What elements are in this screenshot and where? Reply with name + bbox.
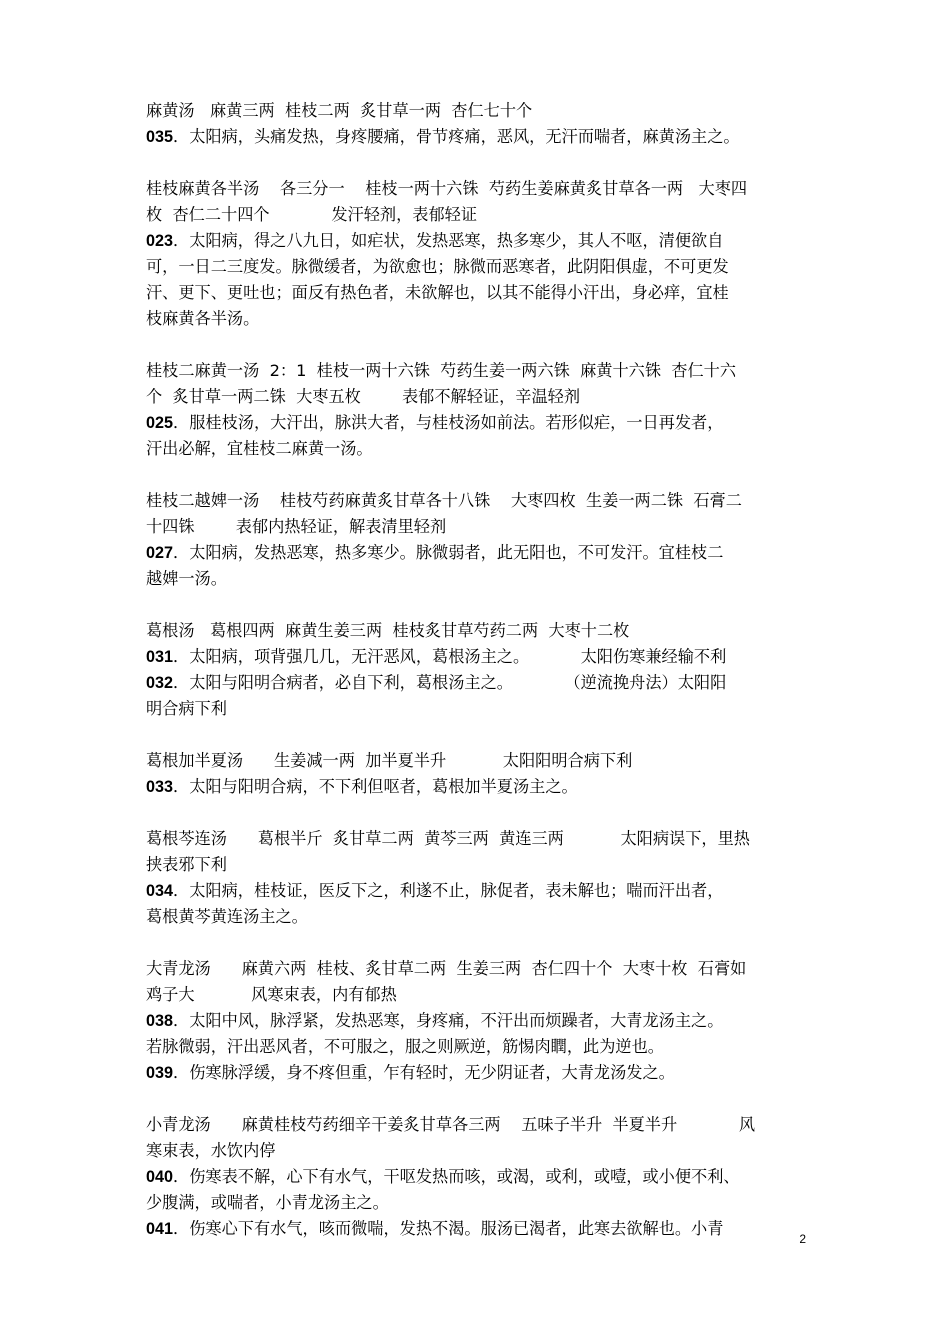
- text-line: 枚 杏仁二十四个 发汗轻剂，表郁轻证: [146, 205, 478, 224]
- text-line: 033．太阳与阳明合病，不下利但呕者，葛根加半夏汤主之。: [146, 777, 578, 796]
- clause-number: 027: [146, 544, 174, 562]
- text-line: 大青龙汤 麻黄六两 桂枝、炙甘草二两 生姜三两 杏仁四十个 大枣十枚 石膏如: [146, 959, 747, 978]
- text-line: 039．伤寒脉浮缓，身不疼但重，乍有轻时，无少阴证者，大青龙汤发之。: [146, 1063, 675, 1082]
- text-line: 麻黄汤 麻黄三两 桂枝二两 炙甘草一两 杏仁七十个: [146, 101, 533, 120]
- text-line: 鸡子大 风寒束表，内有郁热: [146, 985, 397, 1004]
- clause-number: 035: [146, 128, 174, 146]
- text-block: [146, 98, 814, 150]
- text-column: [146, 98, 814, 1268]
- text-block: [146, 956, 814, 1086]
- text-line: 枝麻黄各半汤。: [146, 309, 260, 328]
- text-line: 023．太阳病，得之八九日，如疟状，发热恶寒，热多寒少，其人不呕，清便欲自: [146, 231, 724, 250]
- text-line: 明合病下利: [146, 699, 227, 718]
- text-line: 个 炙甘草一两二铢 大枣五枚 表郁不解轻证，辛温轻剂: [146, 387, 581, 406]
- clause-number: 032: [146, 674, 174, 692]
- text-line: 025．服桂枝汤，大汗出，脉洪大者，与桂枝汤如前法。若形似疟，一日再发者，: [146, 413, 724, 432]
- text-line: 034．太阳病，桂枝证，医反下之，利遂不止，脉促者，表未解也；喘而汗出者，: [146, 881, 724, 900]
- text-line: 可，一日二三度发。脉微缓者，为欲愈也；脉微而恶寒者，此阴阳俱虚，不可更发: [146, 257, 729, 276]
- text-line: 葛根加半夏汤 生姜减一两 加半夏半升 太阳阳明合病下利: [146, 751, 633, 770]
- text-line: 小青龙汤 麻黄桂枝芍药细辛干姜炙甘草各三两 五味子半升 半夏半升 风: [146, 1115, 756, 1134]
- text-line: 寒束表，水饮内停: [146, 1141, 276, 1160]
- clause-number: 031: [146, 648, 174, 666]
- text-line: 027．太阳病，发热恶寒，热多寒少。脉微弱者，此无阳也，不可发汗。宜桂枝二: [146, 543, 724, 562]
- text-line: 越婢一汤。: [146, 569, 227, 588]
- clause-number: 033: [146, 778, 174, 796]
- text-block: [146, 826, 814, 930]
- text-line: 035．太阳病，头痛发热，身疼腰痛，骨节疼痛，恶风，无汗而喘者，麻黄汤主之。: [146, 127, 740, 146]
- clause-number: 038: [146, 1012, 174, 1030]
- text-line: 十四铢 表郁内热轻证，解表清里轻剂: [146, 517, 447, 536]
- clause-number: 025: [146, 414, 174, 432]
- text-block: [146, 488, 814, 592]
- text-block: [146, 358, 814, 462]
- clause-number: 023: [146, 232, 174, 250]
- text-line: 葛根芩连汤 葛根半斤 炙甘草二两 黄芩三两 黄连三两 太阳病误下，里热: [146, 829, 750, 848]
- clause-number: 034: [146, 882, 174, 900]
- text-line: 少腹满，或喘者，小青龙汤主之。: [146, 1193, 389, 1212]
- text-line: 挟表邪下利: [146, 855, 227, 874]
- text-line: 040．伤寒表不解，心下有水气，干呕发热而咳，或渴，或利，或噎，或小便不利、: [146, 1167, 740, 1186]
- text-line: 032．太阳与阳明合病者，必自下利，葛根汤主之。 （逆流挽舟法）太阳阳: [146, 673, 727, 692]
- text-block: [146, 1112, 814, 1242]
- text-line: 桂枝二麻黄一汤 2：1 桂枝一两十六铢 芍药生姜一两六铢 麻黄十六铢 杏仁十六: [146, 361, 737, 380]
- text-line: 031．太阳病，项背强几几，无汗恶风，葛根汤主之。 太阳伤寒兼经输不利: [146, 647, 727, 666]
- text-block: [146, 176, 814, 332]
- text-line: 桂枝麻黄各半汤 各三分一 桂枝一两十六铢 芍药生姜麻黄炙甘草各一两 大枣四: [146, 179, 748, 198]
- text-line: 汗出必解，宜桂枝二麻黄一汤。: [146, 439, 373, 458]
- text-line: 若脉微弱，汗出恶风者，不可服之，服之则厥逆，筋惕肉瞤，此为逆也。: [146, 1037, 664, 1056]
- text-line: 038．太阳中风，脉浮紧，发热恶寒，身疼痛，不汗出而烦躁者，大青龙汤主之。: [146, 1011, 724, 1030]
- clause-number: 039: [146, 1064, 174, 1082]
- text-line: 葛根黄芩黄连汤主之。: [146, 907, 308, 926]
- text-line: 桂枝二越婢一汤 桂枝芍药麻黄炙甘草各十八铢 大枣四枚 生姜一两二铢 石膏二: [146, 491, 742, 510]
- text-line: 汗、更下、更吐也；面反有热色者，未欲解也，以其不能得小汗出，身必痒，宜桂: [146, 283, 729, 302]
- text-block: [146, 618, 814, 722]
- text-line: 041．伤寒心下有水气，咳而微喘，发热不渴。服汤已渴者，此寒去欲解也。小青: [146, 1219, 724, 1238]
- clause-number: 040: [146, 1168, 174, 1186]
- clause-number: 041: [146, 1220, 174, 1238]
- text-block: [146, 748, 814, 800]
- page-number: 2: [799, 1232, 806, 1246]
- text-line: 葛根汤 葛根四两 麻黄生姜三两 桂枝炙甘草芍药二两 大枣十二枚: [146, 621, 630, 640]
